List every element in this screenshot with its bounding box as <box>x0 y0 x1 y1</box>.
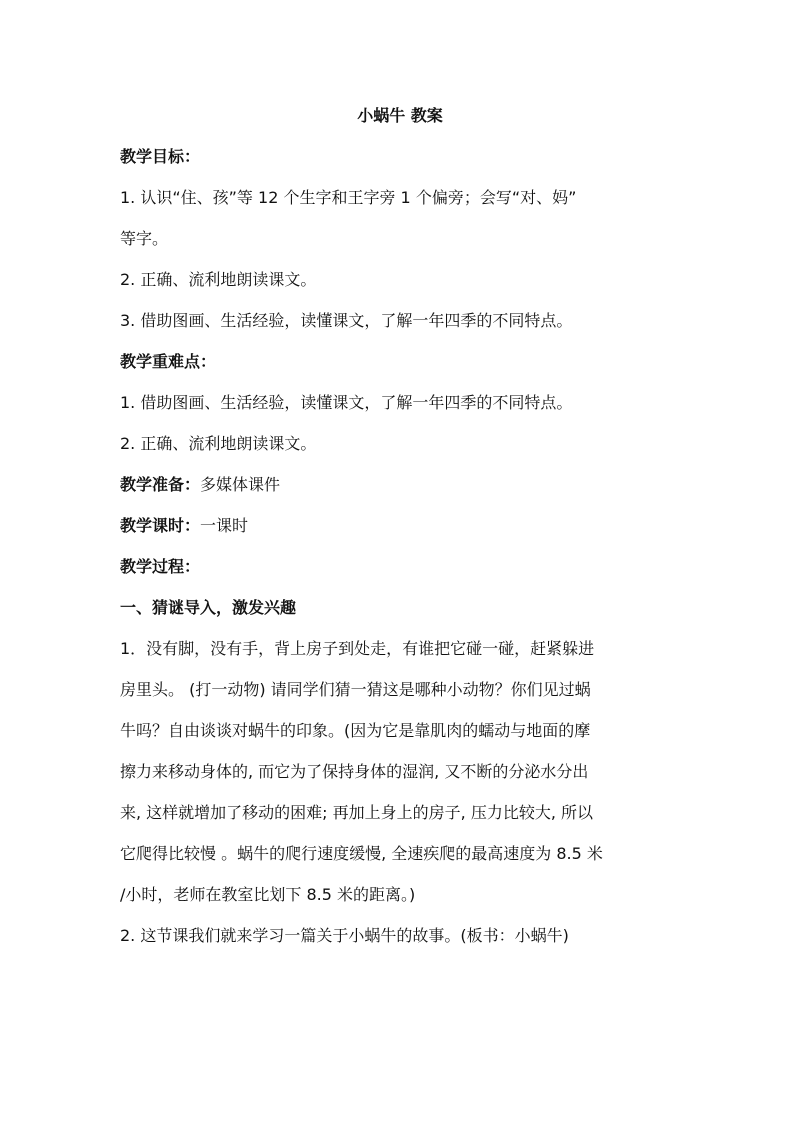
periods-value: 一课时 <box>200 516 249 535</box>
objective-item-1-line-1: 1. 认识“住、孩”等 12 个生字和王字旁 1 个偏旁；会写“对、妈” <box>120 188 577 207</box>
process-item-1-line: 擦力来移动身体的, 而它为了保持身体的湿润, 又不断的分泌水分出 <box>120 762 589 781</box>
process-item-1-line: /小时，老师在教室比划下 8.5 米的距离。) <box>120 885 416 904</box>
process-section-1-heading: 一、猜谜导入，激发兴趣 <box>120 598 297 617</box>
process-item-1-line: 它爬得比较慢 。蜗牛的爬行速度缓慢, 全速疾爬的最高速度为 8.5 米 <box>120 844 603 863</box>
periods-label: 教学课时： <box>120 516 201 535</box>
process-item-2: 2. 这节课我们就来学习一篇关于小蜗牛的故事。(板书：小蜗牛) <box>120 926 569 945</box>
preparation-value: 多媒体课件 <box>200 475 281 494</box>
objective-item-2: 2. 正确、流利地朗读课文。 <box>120 270 317 289</box>
process-item-1 <box>120 628 680 915</box>
periods-row <box>120 505 680 546</box>
process-item-1-line: 牛吗？自由谈谈对蜗牛的印象。(因为它是靠肌肉的蠕动与地面的摩 <box>120 721 591 740</box>
preparation-label: 教学准备： <box>120 475 201 494</box>
objectives-heading: 教学目标： <box>120 147 201 166</box>
objective-item-1-line-2: 等字。 <box>120 229 169 248</box>
key-point-item-2: 2. 正确、流利地朗读课文。 <box>120 434 317 453</box>
process-heading: 教学过程： <box>120 557 201 576</box>
process-item-1-line: 房里头。 (打一动物) 请同学们猜一猜这是哪种小动物？你们见过蜗 <box>120 680 591 699</box>
process-item-1-line: 1．没有脚，没有手，背上房子到处走，有谁把它碰一碰，赶紧躲进 <box>120 639 595 658</box>
preparation-row <box>120 464 680 505</box>
page-title: 小蜗牛 教案 <box>357 106 443 125</box>
lesson-plan-page <box>120 96 680 956</box>
process-item-1-line: 来, 这样就增加了移动的困难; 再加上身上的房子, 压力比较大, 所以 <box>120 803 593 822</box>
key-points-heading: 教学重难点： <box>120 352 217 371</box>
key-point-item-1: 1. 借助图画、生活经验，读懂课文，了解一年四季的不同特点。 <box>120 393 573 412</box>
objective-item-3: 3. 借助图画、生活经验，读懂课文，了解一年四季的不同特点。 <box>120 311 573 330</box>
